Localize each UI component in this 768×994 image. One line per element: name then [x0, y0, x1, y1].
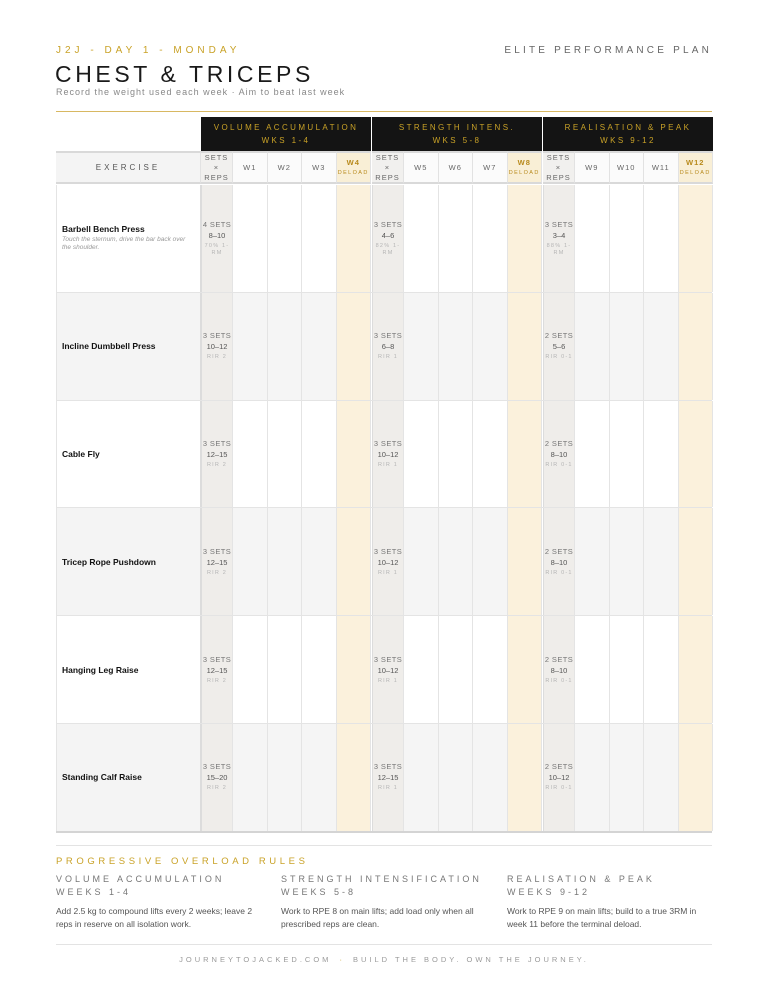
prescribed-reps: 10–12 — [377, 449, 399, 459]
rule-volume — [56, 873, 266, 931]
deload-label: DELOAD — [508, 169, 540, 176]
prescription-cell — [543, 293, 575, 400]
prescribed-reps: 8–10 — [550, 557, 568, 567]
weight-entry-cell[interactable] — [473, 724, 508, 831]
training-log-table — [56, 117, 712, 832]
phase-name: REALISATION & PEAK — [564, 123, 692, 132]
deload-weight-entry-cell[interactable] — [508, 508, 543, 615]
deload-weight-entry-cell[interactable] — [337, 724, 372, 831]
prescribed-sets: 2 SETS — [544, 438, 574, 448]
rule-text: Work to RPE 9 on main lifts; build to a true 3RM in week 11 before the terminal deload. — [507, 906, 697, 929]
prescription-cell — [201, 401, 233, 508]
weight-entry-cell[interactable] — [575, 508, 610, 615]
week-label: W10 — [617, 162, 636, 172]
prescription — [373, 616, 403, 723]
deload-weight-entry-cell[interactable] — [679, 508, 714, 615]
weight-entry-cell[interactable] — [644, 508, 679, 615]
prescribed-sets: 3 SETS — [202, 331, 232, 341]
prescription — [202, 293, 232, 400]
weight-entry-cell[interactable] — [268, 616, 303, 723]
weight-entry-cell[interactable] — [233, 724, 268, 831]
week-label: W3 — [312, 162, 326, 172]
prescribed-intensity: RIR 1 — [377, 677, 399, 684]
prescription — [373, 185, 403, 292]
week-label: W12 — [686, 157, 705, 167]
weight-entry-cell[interactable] — [404, 616, 439, 723]
prescribed-intensity: 82% 1-RM — [375, 242, 401, 256]
deload-weight-entry-cell[interactable] — [508, 616, 543, 723]
week-label: W1 — [243, 162, 257, 172]
prescription-cell — [543, 724, 575, 831]
weight-entry-cell[interactable] — [644, 724, 679, 831]
weight-entry-cell[interactable] — [302, 724, 337, 831]
deload-weight-entry-cell[interactable] — [679, 185, 714, 292]
weight-entry-cell[interactable] — [575, 293, 610, 400]
week-label: W8 — [517, 157, 531, 167]
prescribed-sets: 3 SETS — [202, 438, 232, 448]
deload-weight-entry-cell[interactable] — [679, 724, 714, 831]
week-label: W2 — [277, 162, 291, 172]
exercise-header-label: EXERCISE — [95, 162, 161, 172]
weight-entry-cell[interactable] — [644, 185, 679, 292]
exercise-name-cell — [56, 293, 201, 400]
weight-entry-cell[interactable] — [233, 401, 268, 508]
prescribed-intensity: 88% 1-RM — [546, 242, 572, 256]
weight-entry-cell[interactable] — [575, 724, 610, 831]
table-bottom-border — [56, 831, 712, 833]
prescribed-reps: 5–6 — [552, 342, 566, 352]
rule-strength — [281, 873, 491, 931]
prescription — [202, 185, 232, 292]
prescribed-reps: 15–20 — [206, 773, 228, 783]
prescribed-intensity: RIR 0-1 — [545, 461, 573, 468]
week-label: W6 — [448, 162, 462, 172]
week-label: W9 — [585, 162, 599, 172]
weight-entry-cell[interactable] — [233, 293, 268, 400]
prescribed-intensity: RIR 1 — [377, 354, 399, 361]
week-label: W4 — [346, 157, 360, 167]
sets-reps-header — [543, 151, 575, 184]
weight-entry-cell[interactable] — [302, 401, 337, 508]
prescribed-intensity: RIR 1 — [377, 569, 399, 576]
prescribed-intensity: RIR 1 — [377, 461, 399, 468]
deload-weight-entry-cell[interactable] — [337, 293, 372, 400]
prescribed-reps: 12–15 — [377, 773, 399, 783]
weight-entry-cell[interactable] — [233, 508, 268, 615]
exercise-name-cell — [56, 185, 201, 292]
prescribed-sets: 2 SETS — [544, 762, 574, 772]
footer-tagline: BUILD THE BODY. OWN THE JOURNEY. — [352, 955, 589, 964]
prescribed-intensity: RIR 0-1 — [545, 785, 573, 792]
sets-header-line: SETS × — [204, 152, 229, 172]
weight-entry-cell[interactable] — [302, 293, 337, 400]
prescription — [544, 185, 574, 292]
exercise-row — [56, 508, 712, 616]
footer-site: JOURNEYTOJACKED.COM — [179, 955, 332, 964]
phase-name: VOLUME ACCUMULATION — [213, 123, 359, 132]
week-header — [473, 151, 508, 184]
prescription — [373, 293, 403, 400]
section-divider — [56, 845, 712, 846]
rule-weeks: WEEKS 9-12 — [507, 887, 591, 897]
page-subtitle: Record the weight used each week · Aim to beat last week — [56, 87, 346, 97]
exercise-note: Touch the sternum, drive the bar back over the shoulder. — [62, 236, 186, 252]
prescription — [373, 401, 403, 508]
weight-entry-cell[interactable] — [268, 401, 303, 508]
prescribed-intensity: RIR 0-1 — [545, 354, 573, 361]
weight-entry-cell[interactable] — [233, 616, 268, 723]
prescription — [202, 616, 232, 723]
phase-weeks: WKS 1-4 — [261, 136, 311, 145]
prescribed-intensity: RIR 2 — [206, 461, 228, 468]
deload-label: DELOAD — [679, 169, 711, 176]
prescribed-reps: 10–12 — [206, 342, 228, 352]
prescribed-reps: 12–15 — [206, 449, 228, 459]
weight-entry-cell[interactable] — [575, 185, 610, 292]
prescribed-intensity: RIR 2 — [206, 785, 228, 792]
weight-entry-cell[interactable] — [268, 293, 303, 400]
deload-weight-entry-cell[interactable] — [337, 508, 372, 615]
exercise-column-header — [56, 151, 201, 184]
weight-entry-cell[interactable] — [404, 293, 439, 400]
footer — [0, 955, 768, 964]
week-header — [404, 151, 439, 184]
prescription — [373, 724, 403, 831]
exercise-row — [56, 401, 712, 509]
exercise-row — [56, 616, 712, 724]
prescription — [544, 401, 574, 508]
page-title: CHEST & TRICEPS — [55, 61, 314, 87]
rule-peak — [507, 873, 717, 931]
prescribed-reps: 8–10 — [550, 449, 568, 459]
rule-text: Add 2.5 kg to compound lifts every 2 weeks; leave 2 reps in reserve on all isolation work. — [56, 906, 253, 929]
prescribed-sets: 3 SETS — [373, 219, 403, 229]
prescription — [544, 724, 574, 831]
weight-entry-cell[interactable] — [473, 616, 508, 723]
weight-entry-cell[interactable] — [233, 185, 268, 292]
deload-week-header — [508, 151, 543, 184]
weight-entry-cell[interactable] — [575, 616, 610, 723]
weight-entry-cell[interactable] — [404, 185, 439, 292]
prescribed-reps: 10–12 — [548, 773, 570, 783]
weight-entry-cell[interactable] — [473, 401, 508, 508]
prescribed-sets: 3 SETS — [202, 762, 232, 772]
weight-entry-cell[interactable] — [302, 616, 337, 723]
phase-name: STRENGTH INTENS. — [398, 123, 516, 132]
prescribed-sets: 3 SETS — [373, 762, 403, 772]
prescription — [373, 508, 403, 615]
gold-divider — [56, 111, 712, 112]
week-header — [610, 151, 645, 184]
exercise-row — [56, 293, 712, 401]
prescription-cell — [372, 293, 404, 400]
prescribed-reps: 8–10 — [550, 665, 568, 675]
prescription — [202, 401, 232, 508]
week-header — [439, 151, 474, 184]
prescribed-sets: 2 SETS — [544, 546, 574, 556]
deload-week-header — [337, 151, 372, 184]
weight-entry-cell[interactable] — [610, 508, 645, 615]
prescribed-sets: 3 SETS — [373, 546, 403, 556]
phase-header — [372, 117, 542, 151]
prescribed-reps: 6–8 — [381, 342, 395, 352]
exercise-row — [56, 724, 712, 832]
weight-entry-cell[interactable] — [268, 185, 303, 292]
prescribed-intensity: RIR 2 — [206, 354, 228, 361]
rule-heading: VOLUME ACCUMULATION — [56, 874, 225, 884]
reps-header-line: REPS — [375, 172, 400, 182]
weight-entry-cell[interactable] — [302, 508, 337, 615]
exercise-name-cell — [56, 401, 201, 508]
weight-entry-cell[interactable] — [404, 401, 439, 508]
deload-weight-entry-cell[interactable] — [679, 616, 714, 723]
weight-entry-cell[interactable] — [439, 401, 474, 508]
weight-entry-cell[interactable] — [439, 616, 474, 723]
prescribed-intensity: RIR 2 — [206, 677, 228, 684]
exercise-name: Tricep Rope Pushdown — [62, 556, 156, 567]
weight-entry-cell[interactable] — [473, 293, 508, 400]
deload-weight-entry-cell[interactable] — [679, 401, 714, 508]
prescribed-intensity: 70% 1-RM — [204, 242, 230, 256]
prescribed-reps: 4–6 — [381, 230, 395, 240]
weight-entry-cell[interactable] — [610, 293, 645, 400]
exercise-name: Standing Calf Raise — [62, 772, 142, 783]
prescription-cell — [372, 508, 404, 615]
weight-entry-cell[interactable] — [644, 616, 679, 723]
footer-separator: · — [339, 955, 345, 964]
prescription-cell — [372, 401, 404, 508]
prescribed-sets: 3 SETS — [202, 546, 232, 556]
weight-entry-cell[interactable] — [268, 724, 303, 831]
sets-reps-header — [201, 151, 233, 184]
prescribed-sets: 3 SETS — [373, 438, 403, 448]
phase-header — [543, 117, 713, 151]
weight-entry-cell[interactable] — [439, 293, 474, 400]
weight-entry-cell[interactable] — [644, 293, 679, 400]
week-header — [644, 151, 679, 184]
prescription-cell — [201, 616, 233, 723]
rule-weeks: WEEKS 1-4 — [56, 887, 132, 897]
weight-entry-cell[interactable] — [575, 401, 610, 508]
weight-entry-cell[interactable] — [473, 185, 508, 292]
rule-text: Work to RPE 8 on main lifts; add load only when all prescribed reps are clean. — [281, 906, 474, 929]
week-label: W5 — [414, 162, 428, 172]
phase-weeks: WKS 5-8 — [432, 136, 482, 145]
deload-weight-entry-cell[interactable] — [337, 185, 372, 292]
rule-heading: REALISATION & PEAK — [507, 874, 655, 884]
prescribed-sets: 4 SETS — [202, 219, 232, 229]
prescribed-sets: 2 SETS — [544, 654, 574, 664]
prescription-cell — [372, 724, 404, 831]
prescription — [544, 616, 574, 723]
deload-weight-entry-cell[interactable] — [508, 293, 543, 400]
prescribed-reps: 10–12 — [377, 557, 399, 567]
prescription-cell — [372, 616, 404, 723]
phase-header — [201, 117, 371, 151]
sets-header-line: SETS × — [546, 152, 571, 172]
week-header — [268, 151, 303, 184]
weight-entry-cell[interactable] — [404, 508, 439, 615]
exercise-row — [56, 185, 712, 293]
sets-header-line: SETS × — [375, 152, 400, 172]
deload-weight-entry-cell[interactable] — [508, 724, 543, 831]
prescribed-reps: 12–15 — [206, 665, 228, 675]
prescribed-reps: 8–10 — [208, 230, 226, 240]
deload-weight-entry-cell[interactable] — [679, 293, 714, 400]
deload-label: DELOAD — [337, 169, 369, 176]
prescription-cell — [201, 724, 233, 831]
prescription-cell — [543, 508, 575, 615]
sets-reps-header — [372, 151, 404, 184]
week-label: W7 — [483, 162, 497, 172]
rules-title: PROGRESSIVE OVERLOAD RULES — [56, 856, 309, 867]
prescribed-sets: 3 SETS — [373, 331, 403, 341]
prescribed-sets: 3 SETS — [202, 654, 232, 664]
weight-entry-cell[interactable] — [439, 185, 474, 292]
exercise-name-cell — [56, 508, 201, 615]
exercise-name-cell — [56, 616, 201, 723]
prescription — [544, 508, 574, 615]
week-label: W11 — [651, 162, 670, 172]
week-header — [575, 151, 610, 184]
plan-name: ELITE PERFORMANCE PLAN — [504, 45, 712, 56]
prescribed-reps: 12–15 — [206, 557, 228, 567]
prescription — [544, 293, 574, 400]
rule-heading: STRENGTH INTENSIFICATION — [281, 874, 482, 884]
weight-entry-cell[interactable] — [473, 508, 508, 615]
deload-week-header — [679, 151, 714, 184]
deload-weight-entry-cell[interactable] — [337, 616, 372, 723]
deload-weight-entry-cell[interactable] — [508, 185, 543, 292]
reps-header-line: REPS — [546, 172, 571, 182]
day-kicker: J2J - DAY 1 - MONDAY — [56, 45, 241, 56]
prescribed-intensity: RIR 1 — [377, 785, 399, 792]
prescribed-reps: 3–4 — [552, 230, 566, 240]
week-header — [233, 151, 268, 184]
weight-entry-cell[interactable] — [644, 401, 679, 508]
prescription — [202, 724, 232, 831]
exercise-name: Barbell Bench Press — [62, 224, 145, 235]
exercise-name: Incline Dumbbell Press — [62, 341, 156, 352]
weight-entry-cell[interactable] — [610, 185, 645, 292]
weight-entry-cell[interactable] — [439, 724, 474, 831]
weight-entry-cell[interactable] — [404, 724, 439, 831]
exercise-name: Hanging Leg Raise — [62, 664, 139, 675]
exercise-name-cell — [56, 724, 201, 831]
prescription-cell — [201, 185, 233, 292]
prescribed-intensity: RIR 2 — [206, 569, 228, 576]
prescription-cell — [201, 508, 233, 615]
footer-divider — [56, 944, 712, 945]
prescribed-intensity: RIR 0-1 — [545, 677, 573, 684]
prescription-cell — [543, 401, 575, 508]
weight-entry-cell[interactable] — [302, 185, 337, 292]
phase-weeks: WKS 9-12 — [600, 136, 656, 145]
weight-entry-cell[interactable] — [610, 724, 645, 831]
prescribed-reps: 10–12 — [377, 665, 399, 675]
prescription-cell — [543, 185, 575, 292]
weight-entry-cell[interactable] — [439, 508, 474, 615]
prescribed-intensity: RIR 0-1 — [545, 569, 573, 576]
prescription — [202, 508, 232, 615]
rule-weeks: WEEKS 5-8 — [281, 887, 357, 897]
prescription-cell — [543, 616, 575, 723]
prescribed-sets: 3 SETS — [544, 219, 574, 229]
deload-weight-entry-cell[interactable] — [337, 401, 372, 508]
prescribed-sets: 2 SETS — [544, 331, 574, 341]
reps-header-line: REPS — [204, 172, 229, 182]
exercise-name: Cable Fly — [62, 448, 100, 459]
weight-entry-cell[interactable] — [610, 401, 645, 508]
prescription-cell — [201, 293, 233, 400]
prescribed-sets: 3 SETS — [373, 654, 403, 664]
weight-entry-cell[interactable] — [610, 616, 645, 723]
week-header — [302, 151, 337, 184]
deload-weight-entry-cell[interactable] — [508, 401, 543, 508]
prescription-cell — [372, 185, 404, 292]
weight-entry-cell[interactable] — [268, 508, 303, 615]
